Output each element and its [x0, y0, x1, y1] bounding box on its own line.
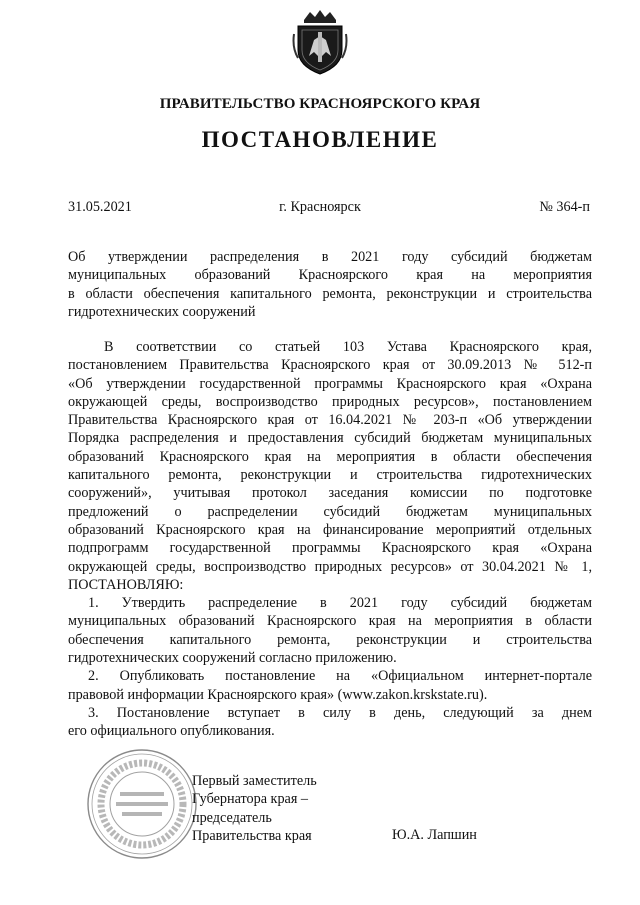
- subject-line: Об утверждении распределения в 2021 году субсидий бюджетам: [68, 249, 592, 265]
- document-subject: [68, 248, 592, 321]
- preamble-line: окружающей среды, воспроизводство природных ресурсов» от 30.04.2021 № 1,: [68, 558, 592, 575]
- item-1-line: гидротехнических сооружений согласно приложению.: [68, 650, 397, 667]
- government-title: ПРАВИТЕЛЬСТВО КРАСНОЯРСКОГО КРАЯ: [159, 96, 481, 112]
- item-3-line: его официального опубликования.: [68, 723, 275, 740]
- position-line: Губернатора края –: [192, 791, 309, 808]
- position-line: председатель: [192, 809, 272, 826]
- preamble-line: Порядка распределения и предоставления субсидий бюджетам муниципальных: [68, 430, 592, 447]
- preamble-line: сооружений», учитывая протокол заседания комиссии по подготовке: [68, 485, 592, 502]
- preamble-line: постановлением Правительства Красноярского края от 30.09.2013 № 512-п: [68, 357, 592, 374]
- signer-name: Ю.А. Лапшин: [392, 827, 477, 843]
- preamble-line: «Об утверждении государственной программы Красноярского края «Охрана: [68, 375, 592, 392]
- position-line: Правительства края: [192, 827, 312, 844]
- document-date: 31.05.2021: [68, 199, 132, 215]
- item-1-line: муниципальных образований Красноярского края на мероприятия в области: [68, 613, 592, 630]
- subject-line: муниципальных образований Красноярского края на мероприятия: [68, 267, 592, 284]
- preamble-line: предложений о распределении субсидий бюджетам муниципальных: [68, 503, 592, 520]
- item-2-line: 2. Опубликовать постановление на «Официальном интернет-портале: [88, 668, 592, 685]
- preamble-line: подпрограмм государственной программы Красноярского края «Охрана: [68, 540, 592, 557]
- decree-word: ПОСТАНОВЛЯЮ:: [68, 576, 184, 593]
- coat-of-arms-icon: [292, 6, 348, 76]
- preamble-line: окружающей среды, воспроизводство природных ресурсов», постановлением: [68, 393, 592, 410]
- subject-line: гидротехнических сооружений: [68, 303, 256, 320]
- document-type-title: ПОСТАНОВЛЕНИЕ: [201, 127, 439, 152]
- item-3-line: 3. Постановление вступает в силу в день, следующий за днем: [88, 704, 592, 721]
- document-body: [68, 338, 592, 741]
- signature-position: [192, 772, 317, 845]
- document-number: № 364-п: [539, 199, 590, 215]
- preamble-line: образований Красноярского края на мероприятия в области обеспечения: [68, 448, 592, 465]
- subject-line: в области обеспечения капитального ремонта, реконструкции и строительства: [68, 285, 592, 302]
- item-1-line: 1. Утвердить распределение в 2021 году субсидий бюджетам: [88, 595, 592, 612]
- preamble-line: В соответствии со статьей 103 Устава Красноярского края,: [104, 339, 592, 355]
- preamble-line: образований Красноярского края на финансирование мероприятий отдельных: [68, 521, 592, 538]
- item-2-line: правовой информации Красноярского края» (www.zakon.krskstate.ru).: [68, 686, 488, 703]
- document-city: г. Красноярск: [279, 199, 361, 215]
- position-line: Первый заместитель: [192, 773, 317, 789]
- official-round-seal-icon: [86, 748, 198, 860]
- item-1-line: обеспечения капитального ремонта, реконструкции и строительства: [68, 631, 592, 648]
- preamble-line: Правительства Красноярского края от 16.04.2021 № 203-п «Об утверждении: [68, 412, 592, 429]
- preamble-line: капитального ремонта, реконструкции и строительства гидротехнических: [68, 467, 592, 484]
